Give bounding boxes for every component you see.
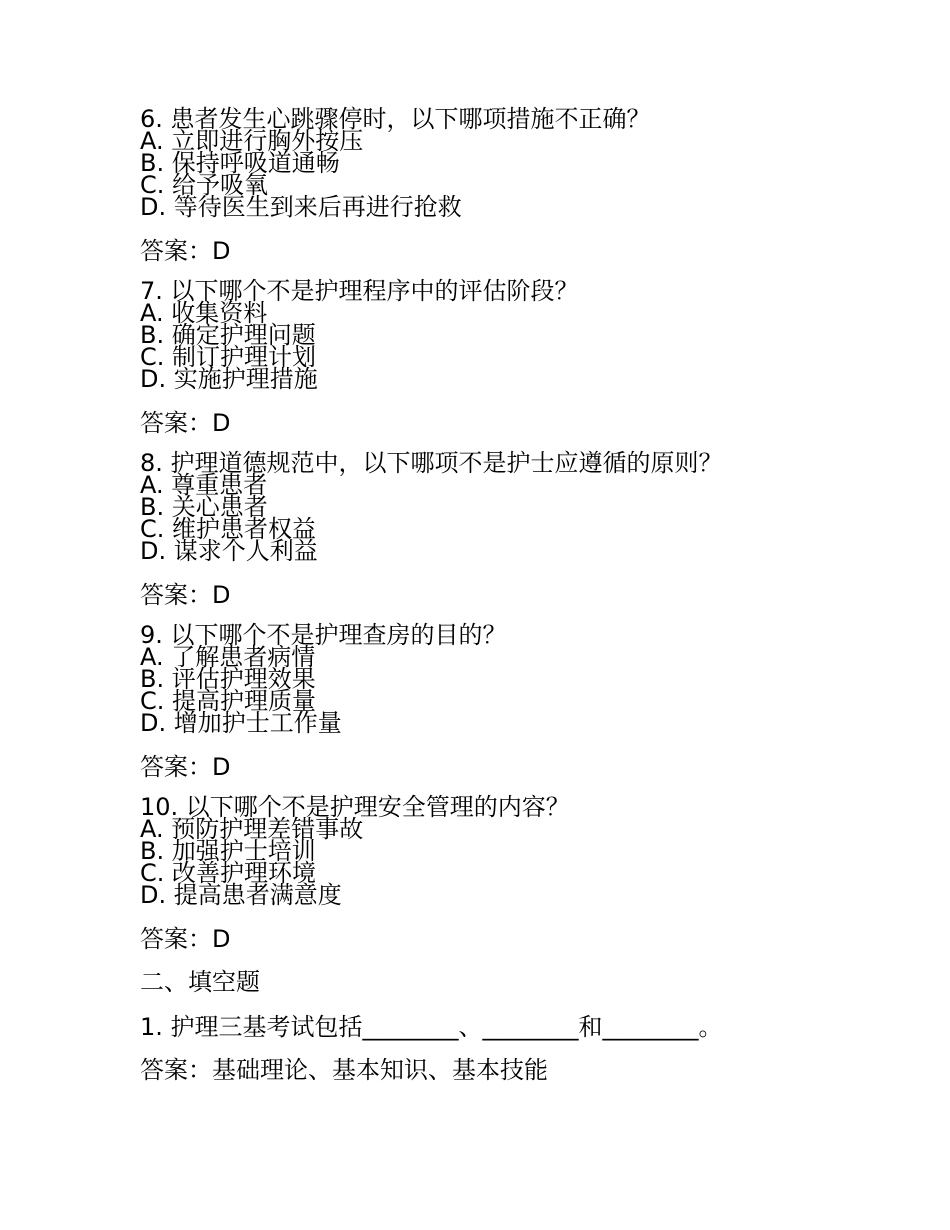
question-7 [140, 277, 900, 437]
document-page [140, 105, 900, 1084]
question-answer: 答案：D [140, 581, 231, 609]
question-8 [140, 449, 900, 609]
option-c: C. 维护患者权益 [140, 515, 317, 543]
question-title: 7. 以下哪个不是护理程序中的评估阶段？ [140, 277, 579, 305]
fill-in-question: 1. 护理三基考试包括________、________和________。 [140, 1013, 723, 1041]
option-c: C. 提高护理质量 [140, 687, 317, 715]
question-answer: 答案：D [140, 409, 231, 437]
option-b: B. 关心患者 [140, 493, 268, 521]
option-c: C. 给予吸氧 [140, 171, 269, 199]
option-a: A. 了解患者病情 [140, 643, 316, 671]
option-b: B. 保持呼吸道通畅 [140, 149, 340, 177]
section-title: 二、填空题 [140, 968, 260, 996]
option-b: B. 加强护士培训 [140, 837, 316, 865]
option-b: B. 评估护理效果 [140, 665, 316, 693]
option-b: B. 确定护理问题 [140, 321, 316, 349]
question-answer: 答案：D [140, 753, 231, 781]
question-answer: 答案：D [140, 925, 231, 953]
option-a: A. 尊重患者 [140, 471, 268, 499]
option-d: D. 提高患者满意度 [140, 881, 342, 909]
question-answer: 答案：D [140, 237, 231, 265]
option-d: D. 等待医生到来后再进行抢救 [140, 193, 462, 221]
option-c: C. 改善护理环境 [140, 859, 317, 887]
option-a: A. 收集资料 [140, 299, 268, 327]
option-a: A. 预防护理差错事故 [140, 815, 364, 843]
option-a: A. 立即进行胸外按压 [140, 127, 364, 155]
fill-in-answer: 答案：基础理论、基本知识、基本技能 [140, 1056, 548, 1084]
question-9 [140, 621, 900, 781]
option-c: C. 制订护理计划 [140, 343, 317, 371]
option-d: D. 实施护理措施 [140, 365, 318, 393]
question-title: 8. 护理道德规范中，以下哪项不是护士应遵循的原则？ [140, 449, 723, 477]
option-d: D. 增加护士工作量 [140, 709, 342, 737]
question-6 [140, 105, 900, 265]
question-10 [140, 793, 900, 953]
question-title: 10. 以下哪个不是护理安全管理的内容？ [140, 793, 570, 821]
question-title: 6. 患者发生心跳骤停时，以下哪项措施不正确？ [140, 105, 651, 133]
question-title: 9. 以下哪个不是护理查房的目的？ [140, 621, 507, 649]
option-d: D. 谋求个人利益 [140, 537, 318, 565]
